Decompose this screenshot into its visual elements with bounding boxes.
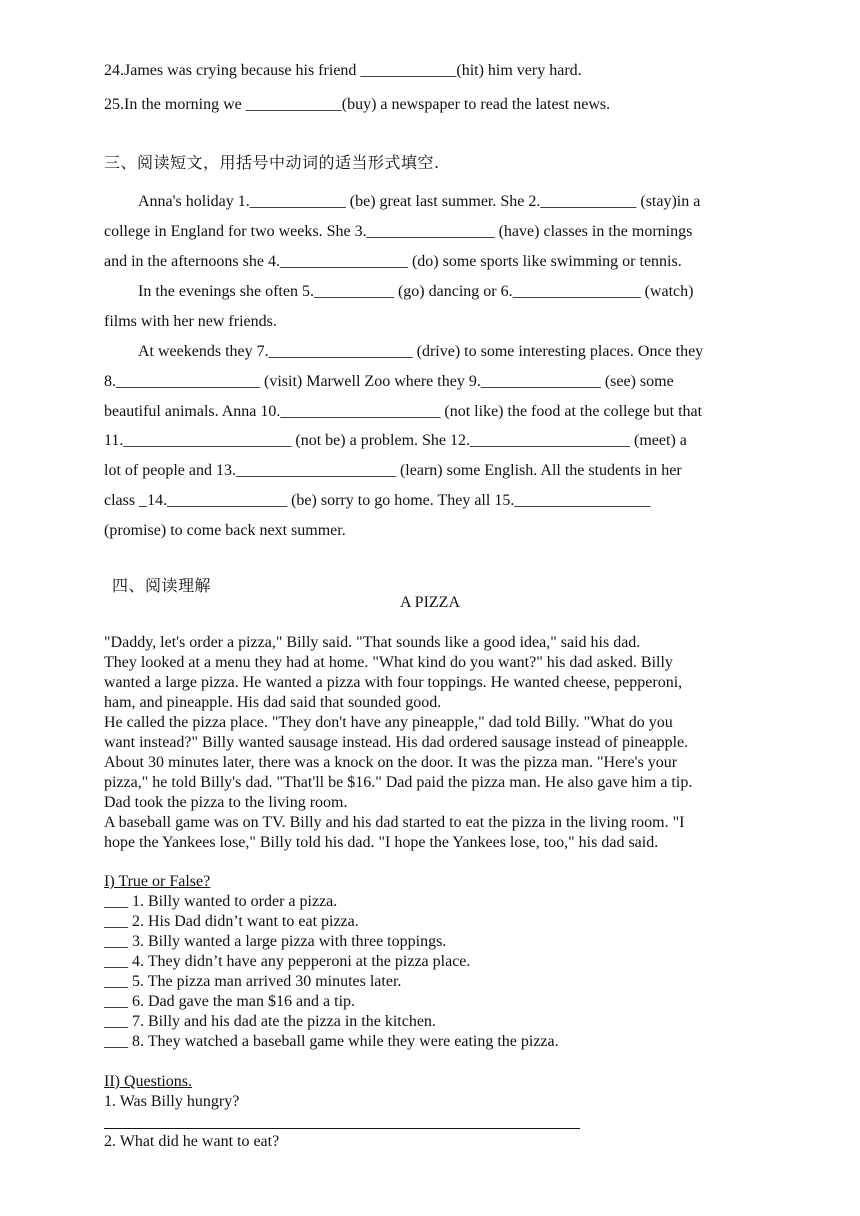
cloze-line-5: films with her new friends. (104, 313, 277, 330)
tf-item-3: ___ 3. Billy wanted a large pizza with three toppings. (104, 933, 447, 950)
questions-heading: II) Questions. (104, 1073, 192, 1090)
section-4-heading: 四、阅读理解 (112, 576, 212, 595)
story-line-7: About 30 minutes later, there was a knock on the door. It was the pizza man. "Here's your (104, 754, 678, 771)
story-line-4: ham, and pineapple. His dad said that sounded good. (104, 694, 442, 711)
answer-line-1 (104, 1128, 580, 1129)
tf-item-2: ___ 2. His Dad didn’t want to eat pizza. (104, 913, 359, 930)
cloze-line-3: and in the afternoons she 4.________________ (do) some sports like swimming or tennis. (104, 253, 682, 270)
story-line-8: pizza," he told Billy's dad. "That'll be $16." Dad paid the pizza man. He also gave him a tip. (104, 774, 693, 791)
cloze-line-2: college in England for two weeks. She 3.________________ (have) classes in the mornings (104, 223, 693, 240)
tf-item-6: ___ 6. Dad gave the man $16 and a tip. (104, 993, 356, 1010)
cloze-line-6: At weekends they 7.__________________ (drive) to some interesting places. Once they (138, 343, 704, 360)
cloze-line-8: beautiful animals. Anna 10.____________________ (not like) the food at the college but that (104, 403, 703, 420)
cloze-line-1: Anna's holiday 1.____________ (be) great last summer. She 2.____________ (stay)in a (138, 193, 701, 210)
story-line-6: want instead?" Billy wanted sausage instead. His dad ordered sausage instead of pineapple. (104, 734, 689, 751)
tf-item-8: ___ 8. They watched a baseball game while they were eating the pizza. (104, 1033, 559, 1050)
story-line-10: A baseball game was on TV. Billy and his dad started to eat the pizza in the living room. "I (104, 814, 685, 831)
story-line-1: "Daddy, let's order a pizza," Billy said. "That sounds like a good idea," said his dad. (104, 634, 641, 651)
tf-item-1: ___ 1. Billy wanted to order a pizza. (104, 893, 338, 910)
tf-item-7: ___ 7. Billy and his dad ate the pizza in the kitchen. (104, 1013, 436, 1030)
tf-item-4: ___ 4. They didn’t have any pepperoni at the pizza place. (104, 953, 471, 970)
story-line-5: He called the pizza place. "They don't have any pineapple," dad told Billy. "What do you (104, 714, 673, 731)
cloze-line-12: (promise) to come back next summer. (104, 522, 346, 539)
true-false-heading: I) True or False? (104, 873, 211, 890)
question-2: 2. What did he want to eat? (104, 1133, 280, 1150)
cloze-line-4: In the evenings she often 5.__________ (go) dancing or 6.________________ (watch) (138, 283, 694, 300)
story-line-9: Dad took the pizza to the living room. (104, 794, 348, 811)
cloze-line-10: lot of people and 13.____________________ (learn) some English. All the students in her (104, 462, 682, 479)
cloze-line-9: 11._____________________ (not be) a problem. She 12.____________________ (meet) a (104, 432, 687, 449)
story-line-3: wanted a large pizza. He wanted a pizza with four toppings. He wanted cheese, pepperoni, (104, 674, 683, 691)
cloze-line-7: 8.__________________ (visit) Marwell Zoo where they 9._______________ (see) some (104, 373, 674, 390)
cloze-line-11: class _14._______________ (be) sorry to go home. They all 15._________________ (104, 492, 651, 509)
question-24: 24.James was crying because his friend ____________(hit) him very hard. (104, 62, 582, 79)
tf-item-5: ___ 5. The pizza man arrived 30 minutes later. (104, 973, 402, 990)
question-25: 25.In the morning we ____________(buy) a newspaper to read the latest news. (104, 96, 611, 113)
question-1: 1. Was Billy hungry? (104, 1093, 240, 1110)
story-title: A PIZZA (400, 594, 460, 611)
story-line-2: They looked at a menu they had at home. "What kind do you want?" his dad asked. Billy (104, 654, 673, 671)
section-3-heading: 三、阅读短文，用括号中动词的适当形式填空. (104, 153, 440, 172)
story-line-11: hope the Yankees lose," Billy told his dad. "I hope the Yankees lose, too," his dad said. (104, 834, 659, 851)
